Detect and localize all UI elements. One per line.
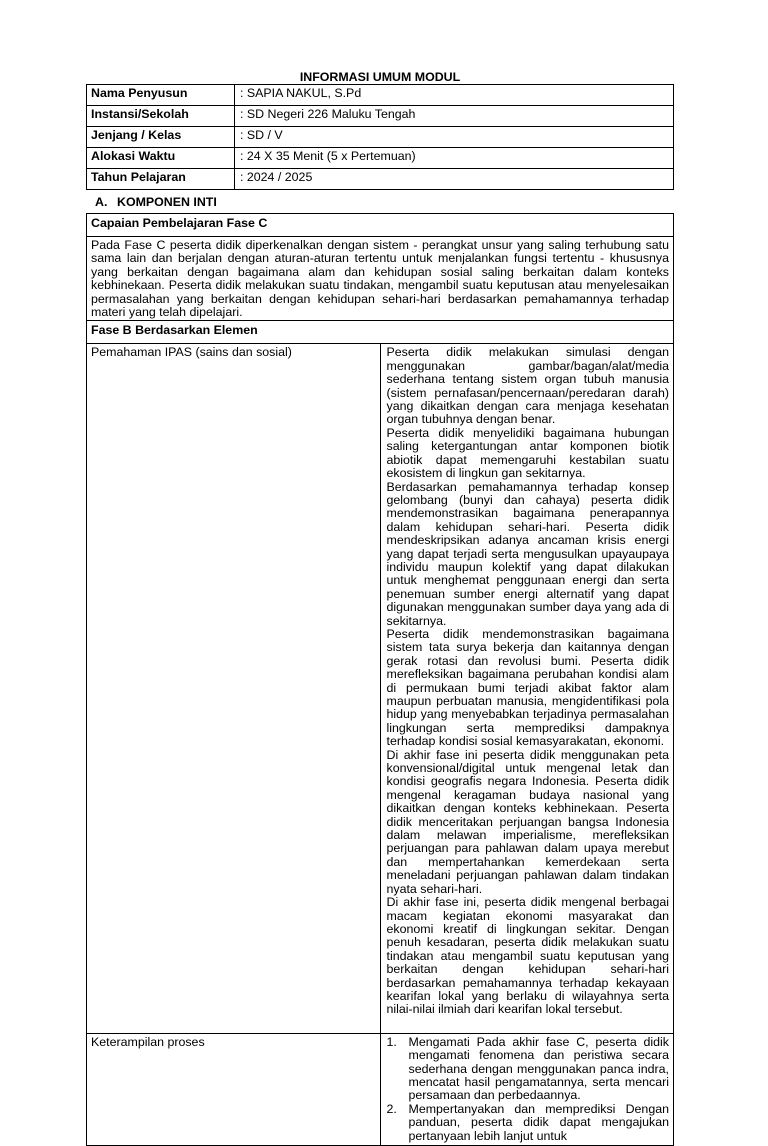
element-paragraph: Berdasarkan pemahamannya terhadap konsep gelombang (bunyi dan cahaya) peserta didik mendemonstrasikan bagaimana penerapannya dalam kehidupan sehari-hari. Peserta didik mendeskripsikan adanya ancaman krisis energi yang dapat terjadi serta mengusulkan upayaupaya individu maupun kolektif yang dapat dilakukan untuk menghemat penggunaan energi dan serta penemuan sumber energi alternatif yang dapat digunakan menggunakan sumber daya yang ada di sekitarnya. — [386, 479, 669, 628]
info-row — [87, 85, 674, 106]
info-label-instansi: Instansi/Sekolah — [87, 106, 235, 127]
element-label-keterampilan-proses: Keterampilan proses — [87, 1033, 381, 1145]
info-label-nama-penyusun: Nama Penyusun — [87, 85, 235, 106]
element-row — [87, 1033, 674, 1145]
section-letter: A. — [95, 195, 108, 209]
capaian-paragraph-row — [87, 237, 674, 321]
document-title: INFORMASI UMUM MODUL — [299, 70, 461, 84]
info-value-jenjang-kelas: : SD / V — [235, 127, 674, 148]
element-paragraph: Peserta didik mendemonstrasikan bagaimana sistem tata surya bekerja dan kaitannya dengan gerak rotasi dan revolusi bumi. Peserta didik merefleksikan bagaimana perubahan kondisi alam di permukaan bumi terjadi akibat faktor alam maupun perbuatan manusia, mengidentifikasi pola hidup yang menyebabkan terjadinya permasalahan lingkungan serta memprediksi dampaknya terhadap kondisi sosial kemasyarakatan, ekonomi. — [386, 626, 669, 749]
element-paragraph: Di akhir fase ini peserta didik menggunakan peta konvensional/digital untuk mengenal letak dan kondisi geografis negara Indonesia. Peserta didik mengenal keragaman budaya nasional yang dikaitkan dengan konteks kebhinekaan. Peserta didik menceritakan perjuangan bangsa Indonesia dalam melawan imperialisme, merefleksikan perjuangan para pahlawan dalam upaya merebut dan mempertahankan kemerdekaan serta meneladani perjuangan pahlawan dalam tindakan nyata sehari-hari. — [386, 747, 669, 896]
section-heading — [95, 195, 217, 210]
info-row — [87, 106, 674, 127]
element-paragraph: Peserta didik melakukan simulasi dengan menggunakan gambar/bagan/alat/media sederhana tentang sistem organ tubuh manusia (sistem pernafasan/pencernaan/peredaran darah) yang dikaitkan dengan cara menjaga kesehatan organ tubuhnya dengan benar. — [386, 345, 669, 427]
info-row — [87, 127, 674, 148]
info-row — [87, 169, 674, 190]
list-item-text: Mengamati Pada akhir fase C, peserta didik mengamati fenomena dan peristiwa secara sederhana dengan menggunakan panca indra, mencatat hasil pengamatannya, serta mencari persamaan dan perbedaannya. — [408, 1034, 669, 1103]
capaian-pembelajaran-table — [86, 213, 674, 1146]
info-value-nama-penyusun: : SAPIA NAKUL, S.Pd — [235, 85, 674, 106]
keterampilan-list — [387, 1036, 670, 1143]
info-row — [87, 148, 674, 169]
element-body-keterampilan-proses — [380, 1033, 674, 1145]
list-item-number: 2. — [386, 1101, 397, 1116]
capaian-heading-row — [87, 214, 674, 237]
list-item-text: Mempertanyakan dan memprediksi Dengan panduan, peserta didik dapat mengajukan pertanyaan lebih lanjut untuk — [408, 1101, 669, 1143]
info-value-instansi: : SD Negeri 226 Maluku Tengah — [235, 106, 674, 127]
list-item — [387, 1036, 670, 1103]
element-body-pemahaman-ipas — [380, 344, 674, 1033]
info-label-jenjang-kelas: Jenjang / Kelas — [87, 127, 235, 148]
list-item-number: 1. — [386, 1034, 397, 1049]
elemen-heading-row — [87, 321, 674, 344]
elemen-heading: Fase B Berdasarkan Elemen — [87, 321, 674, 344]
element-paragraph: Di akhir fase ini, peserta didik mengenal berbagai macam kegiatan ekonomi masyarakat dan ekonomi kreatif di lingkungan sekitar. Dengan penuh kesadaran, peserta didik melakukan suatu tindakan atau mengambil suatu keputusan yang berkaitan dengan kehidupan sehari-hari berdasarkan pemahamannya terhadap kekayaan kearifan lokal yang berlaku di wilayahnya serta nilai-nilai ilmiah dari kearifan lokal tersebut. — [386, 895, 669, 1017]
info-label-alokasi-waktu: Alokasi Waktu — [87, 148, 235, 169]
list-item — [387, 1103, 670, 1143]
element-label-pemahaman-ipas: Pemahaman IPAS (sains dan sosial) — [87, 344, 381, 1033]
module-info-table — [86, 84, 674, 190]
element-paragraph: Peserta didik menyelidiki bagaimana hubungan saling ketergantungan antar komponen biotik abiotik dapat memengaruhi kestabilan suatu ekosistem di lingkun gan sekitarnya. — [386, 425, 669, 481]
info-value-tahun-pelajaran: : 2024 / 2025 — [235, 169, 674, 190]
capaian-paragraph: Pada Fase C peserta didik diperkenalkan dengan sistem - perangkat unsur yang saling terhubung satu sama lain dan berjalan dengan aturan-aturan tertentu untuk menjalankan fungsi tertentu - khususnya yang berkaitan dengan bagaimana alam dan kehidupan sosial saling berkaitan dalam konteks kebhinekaan. Peserta didik melakukan suatu tindakan, mengambil suatu keputusan atau menyelesaikan permasalahan yang berkaitan dengan kehidupan sehari-hari berdasarkan pemahamannya terhadap materi yang telah dipelajari. — [87, 237, 674, 321]
info-label-tahun-pelajaran: Tahun Pelajaran — [87, 169, 235, 190]
section-title: KOMPONEN INTI — [117, 195, 217, 209]
capaian-heading: Capaian Pembelajaran Fase C — [87, 214, 674, 237]
element-row — [87, 344, 674, 1033]
info-value-alokasi-waktu: : 24 X 35 Menit (5 x Pertemuan) — [235, 148, 674, 169]
